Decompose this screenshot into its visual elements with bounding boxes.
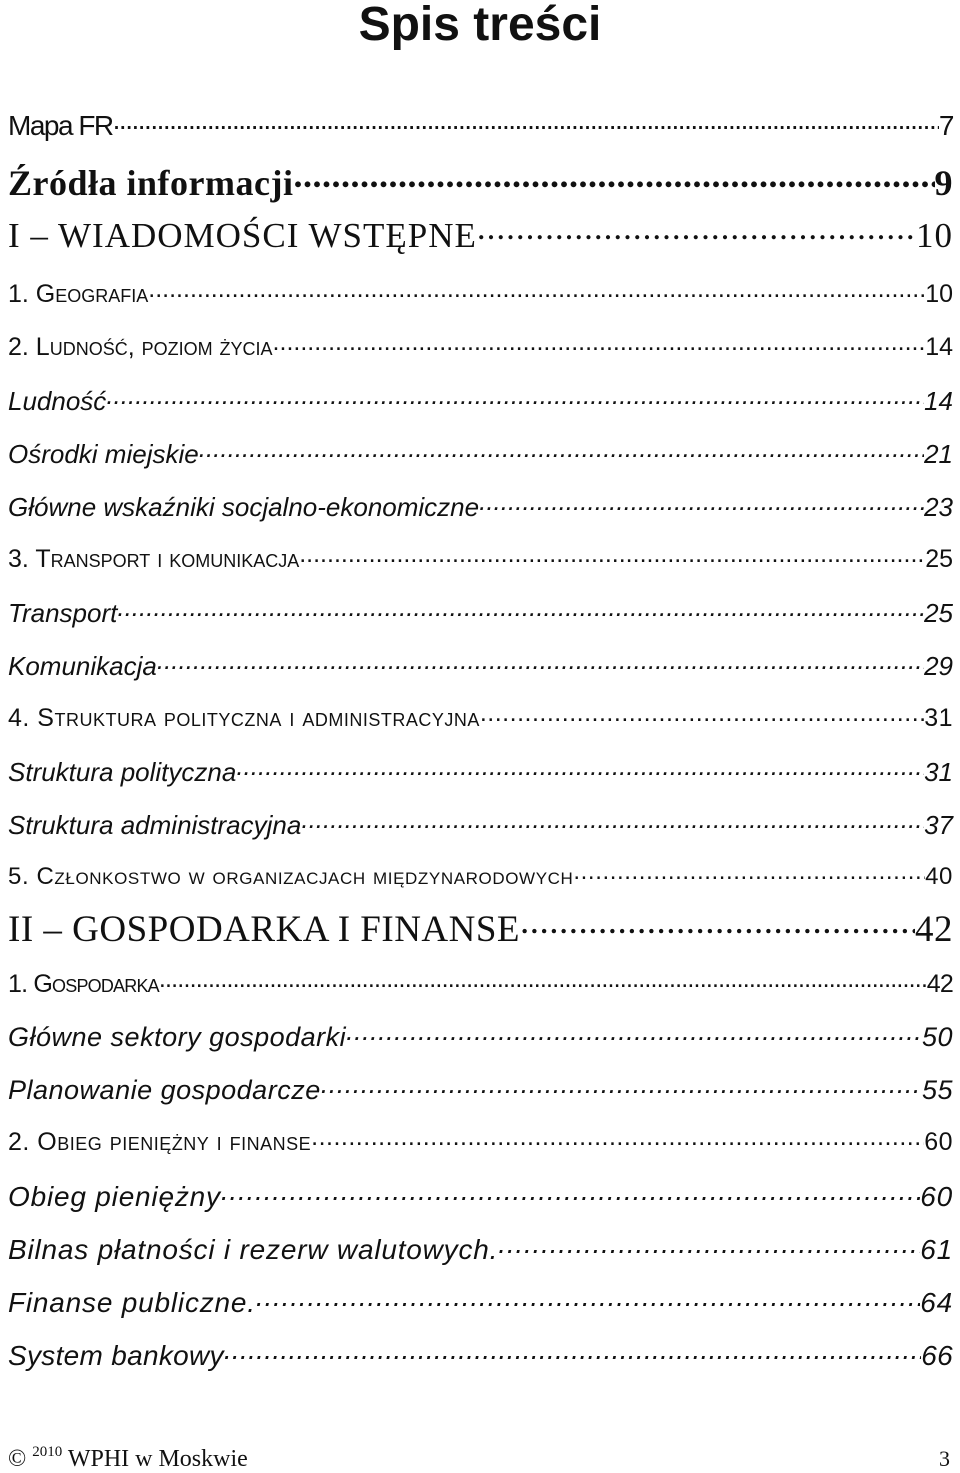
toc-entry-transport-i-komunikacja[interactable]: [8, 545, 953, 574]
dot-leader: [573, 863, 925, 891]
dot-leader: [311, 1128, 924, 1157]
toc-entry-wiadomosci-wstepne[interactable]: [8, 216, 953, 256]
toc-entry-label: Planowanie gospodarcze: [8, 1075, 321, 1105]
dot-leader: [236, 757, 924, 788]
toc-entry-page: 66: [921, 1340, 953, 1371]
page-title: Spis treści: [358, 0, 602, 51]
toc-entry-page: 37: [924, 810, 953, 840]
dot-leader: [273, 333, 926, 362]
toc-entry-label: System bankowy: [8, 1340, 224, 1371]
copyright-icon: ©: [8, 1446, 27, 1472]
toc-entry-ludnosc-poziom-zycia[interactable]: [8, 333, 953, 362]
toc-entry-obieg-pieniezny[interactable]: [8, 1181, 953, 1213]
toc-entry-label: Struktura polityczna: [8, 757, 237, 787]
dot-leader: [159, 970, 927, 999]
toc-entry-label: Ludność: [8, 386, 107, 416]
toc-entry-label: 2. Obieg pieniężny i finanse: [8, 1128, 312, 1156]
dot-leader: [224, 1340, 921, 1372]
toc-entry-komunikacja[interactable]: [8, 651, 953, 682]
toc-entry-osrodki-miejskie[interactable]: [8, 439, 953, 470]
toc-entry-page: 14: [924, 386, 953, 416]
dot-leader: [293, 162, 934, 204]
dot-leader: [299, 545, 925, 574]
toc-entry-label: Bilnas płatności i rezerw walutowych.: [8, 1234, 499, 1265]
toc-entry-label: Transport: [8, 598, 118, 628]
dot-leader: [520, 908, 915, 951]
toc-entry-page: 42: [915, 909, 953, 950]
toc-entry-struktura-polityczna[interactable]: [8, 757, 953, 788]
toc-entry-page: 64: [920, 1287, 953, 1318]
toc-entry-page: 60: [920, 1181, 953, 1212]
toc-entry-ludnosc[interactable]: [8, 386, 953, 417]
publisher-name: WPHI w Moskwie: [67, 1446, 248, 1472]
toc-entry-label: Ośrodki miejskie: [8, 439, 199, 469]
toc-entry-obieg-pieniezny-i-finanse[interactable]: [8, 1128, 953, 1157]
toc-entry-label: Finanse publiczne.: [8, 1287, 256, 1318]
toc-entry-label: Główne sektory gospodarki: [8, 1022, 347, 1052]
toc-entry-finanse-publiczne[interactable]: [8, 1287, 953, 1319]
toc-entry-bilnas-platnosci[interactable]: [8, 1234, 953, 1266]
toc-entry-label: Komunikacja: [8, 651, 157, 681]
toc-entry-page: 60: [924, 1128, 953, 1156]
toc-entry-page: 10: [925, 280, 953, 308]
dot-leader: [479, 492, 924, 523]
toc-entry-struktura-administracyjna[interactable]: [8, 810, 953, 841]
toc-entry-page: 23: [924, 492, 953, 522]
toc-entry-page: 25: [924, 598, 953, 628]
dot-leader: [346, 1022, 922, 1053]
toc-entry-page: 14: [925, 333, 953, 361]
toc-entry-page: 7: [938, 110, 953, 141]
toc-entry-czlonkostwo[interactable]: [8, 863, 953, 891]
toc-entry-label: Struktura administracyjna: [8, 810, 302, 840]
toc-entry-label: II – GOSPODARKA I FINANSE: [8, 909, 521, 950]
toc-entry-label: 1. Gospodarka: [8, 970, 159, 998]
toc-entry-page: 31: [924, 704, 953, 732]
toc-entry-geografia[interactable]: [8, 280, 953, 309]
toc-entry-page: 21: [924, 439, 953, 469]
toc-entry-page: 42: [926, 970, 953, 998]
toc-entry-label: I – WIADOMOŚCI WSTĘPNE: [8, 216, 477, 255]
toc-entry-zrodla-informacji[interactable]: [8, 162, 953, 204]
toc-entry-label: Główne wskaźniki socjalno-ekonomiczne: [8, 492, 480, 522]
toc-entry-mapa-fr[interactable]: [8, 110, 953, 142]
toc-entry-page: 25: [925, 545, 953, 573]
copyright-notice: [8, 1444, 248, 1473]
toc-entry-page: 9: [934, 163, 953, 203]
toc-entry-page: 29: [924, 651, 953, 681]
toc-entry-label: 4. Struktura polityczna i administracyjna: [8, 704, 480, 732]
toc-entry-page: 61: [920, 1234, 953, 1265]
dot-leader: [157, 651, 924, 682]
toc-entry-page: 55: [921, 1075, 953, 1105]
toc-entry-label: 3. Transport i komunikacja: [8, 545, 300, 573]
toc-entry-planowanie-gospodarcze[interactable]: [8, 1075, 953, 1106]
dot-leader: [498, 1234, 920, 1266]
page-number: 3: [939, 1446, 950, 1471]
toc-entry-label: 2. Ludność, poziom życia: [8, 333, 273, 361]
toc-entry-label: Źródła informacji: [8, 163, 294, 203]
dot-leader: [148, 280, 925, 309]
dot-leader: [321, 1075, 922, 1106]
toc-entry-label: Obieg pieniężny: [8, 1181, 221, 1212]
dot-leader: [113, 110, 939, 142]
dot-leader: [477, 216, 916, 256]
copyright-year: 2010: [32, 1444, 63, 1460]
dot-leader: [301, 810, 924, 841]
toc-entry-label: 1. Geografia: [8, 280, 149, 308]
dot-leader: [106, 386, 924, 417]
dot-leader: [256, 1287, 920, 1319]
dot-leader: [117, 598, 924, 629]
toc-entry-page: 50: [921, 1022, 953, 1052]
toc-entry-label: Mapa FR: [8, 110, 113, 141]
toc-entry-gospodarka-i-finanse[interactable]: [8, 908, 953, 951]
toc-entry-transport[interactable]: [8, 598, 953, 629]
toc-entry-system-bankowy[interactable]: [8, 1340, 953, 1372]
toc-entry-label: 5. Członkostwo w organizacjach międzynarodowych: [8, 863, 574, 890]
toc-entry-glowne-sektory[interactable]: [8, 1022, 953, 1053]
toc-entry-glowne-wskazniki[interactable]: [8, 492, 953, 523]
toc-entry-page: 40: [925, 863, 953, 890]
dot-leader: [221, 1181, 920, 1213]
toc-entry-page: 10: [916, 216, 953, 255]
toc-entry-page: 31: [924, 757, 953, 787]
dot-leader: [199, 439, 924, 470]
toc-entry-struktura-polityczna-i-administracyjna[interactable]: [8, 704, 953, 733]
dot-leader: [480, 704, 924, 733]
toc-entry-gospodarka[interactable]: [8, 970, 953, 999]
